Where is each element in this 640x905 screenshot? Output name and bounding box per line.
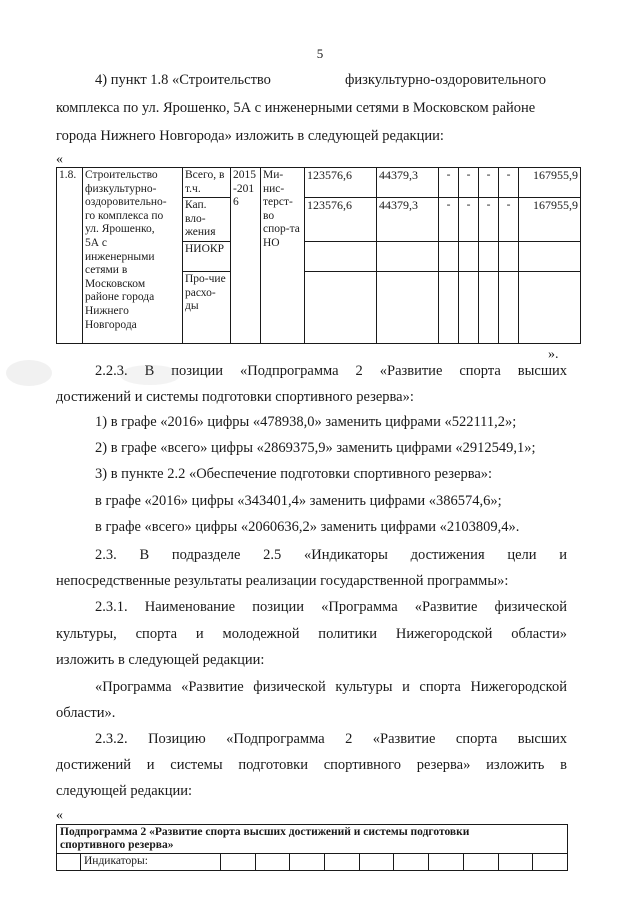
name-line: Строительство bbox=[85, 169, 158, 181]
subprogram-title bbox=[57, 825, 568, 854]
cell-empty bbox=[519, 242, 581, 272]
cell-empty bbox=[499, 272, 519, 344]
type-capital: Кап. вло-жения bbox=[183, 198, 231, 242]
cell-value: - bbox=[479, 168, 499, 198]
name-line: ул. Ярошенко, bbox=[85, 223, 155, 236]
name-line: Нижнего bbox=[85, 304, 129, 317]
years: 2015-2016 bbox=[231, 168, 261, 344]
cell-empty bbox=[325, 854, 360, 871]
p223-line1: 2.2.3. В позиции «Подпрограмма 2 «Развитие спорта высших bbox=[95, 363, 567, 379]
cell-value: - bbox=[499, 168, 519, 198]
item4-line3: города Нижнего Новгорода» изложить в следующей редакции: bbox=[56, 128, 444, 144]
p23-line1: 2.3. В подразделе 2.5 «Индикаторы достижения цели и bbox=[95, 547, 567, 563]
construction-table bbox=[56, 167, 581, 344]
name-line: 5А с bbox=[85, 236, 108, 249]
executor: Ми-нис-терст-во спор-та НО bbox=[261, 168, 305, 344]
item4-line2: комплекса по ул. Ярошенко, 5А с инженерными сетями в Московском районе bbox=[56, 100, 536, 116]
p223-item4: в графе «2016» цифры «343401,4» заменить цифрами «386574,6»; bbox=[95, 493, 502, 509]
open-quote-1: « bbox=[56, 152, 63, 167]
cell-value: 167955,9 bbox=[519, 198, 581, 242]
open-quote-2: « bbox=[56, 808, 63, 823]
cell-value: - bbox=[459, 198, 479, 242]
cell-value: 123576,6 bbox=[305, 198, 377, 242]
item4-line1-b: физкультурно-оздоровительного bbox=[345, 72, 547, 88]
name-line: сетями в bbox=[85, 264, 128, 277]
name-line: районе города bbox=[85, 291, 155, 304]
cell-empty bbox=[305, 272, 377, 344]
cell-value: - bbox=[439, 198, 459, 242]
cell-value: 44379,3 bbox=[377, 198, 439, 242]
cell-empty bbox=[377, 242, 439, 272]
cell-empty bbox=[533, 854, 568, 871]
cell-empty bbox=[459, 272, 479, 344]
p231-line1: 2.3.1. Наименование позиции «Программа «Развитие физической bbox=[95, 599, 567, 615]
cell-empty bbox=[479, 272, 499, 344]
p223-item5: в графе «всего» цифры «2060636,2» заменить цифрами «2103809,4». bbox=[95, 519, 520, 535]
p232-line1: 2.3.2. Позицию «Подпрограмма 2 «Развитие спорта высших bbox=[95, 731, 567, 747]
name-line: го комплекса по bbox=[85, 209, 164, 222]
cell-empty bbox=[377, 272, 439, 344]
subprogram-title-line2: спортивного резерва» bbox=[60, 839, 174, 851]
subprogram-table bbox=[56, 824, 568, 871]
name-line: Московском bbox=[85, 277, 146, 290]
cell-value: - bbox=[479, 198, 499, 242]
name-line: Новгорода bbox=[85, 318, 137, 331]
cell-empty bbox=[519, 272, 581, 344]
p231-quote2: области». bbox=[56, 705, 116, 721]
p223-item2: 2) в графе «всего» цифры «2869375,9» заменить цифрами «2912549,1»; bbox=[95, 440, 536, 456]
subprogram-title-line1: Подпрограмма 2 «Развитие спорта высших достижений и системы подготовки bbox=[60, 826, 470, 838]
cell-empty bbox=[479, 242, 499, 272]
scan-speckle bbox=[6, 360, 52, 386]
project-name bbox=[83, 168, 183, 344]
cell-empty bbox=[429, 854, 464, 871]
cell-value: - bbox=[459, 168, 479, 198]
cell-empty bbox=[439, 272, 459, 344]
cell-value: - bbox=[439, 168, 459, 198]
p223-item3: 3) в пункте 2.2 «Обеспечение подготовки спортивного резерва»: bbox=[95, 466, 493, 482]
cell-empty bbox=[57, 854, 81, 871]
name-line: инженерными bbox=[85, 250, 155, 263]
name-line: оздоровительно- bbox=[85, 196, 167, 209]
p223-line2: достижений и системы подготовки спортивного резерва»: bbox=[56, 389, 414, 405]
cell-empty bbox=[305, 242, 377, 272]
p223-item1: 1) в графе «2016» цифры «478938,0» заменить цифрами «522111,2»; bbox=[95, 414, 517, 430]
close-quote-1: ». bbox=[548, 347, 559, 362]
cell-value: 123576,6 bbox=[305, 168, 377, 198]
p231-line2: культуры, спорта и молодежной политики Нижегородской области» bbox=[56, 626, 567, 642]
cell-empty bbox=[499, 242, 519, 272]
cell-empty bbox=[359, 854, 394, 871]
p231-quote1: «Программа «Развитие физической культуры и спорта Нижегородской bbox=[95, 679, 567, 695]
p231-line3: изложить в следующей редакции: bbox=[56, 652, 265, 668]
type-total: Всего, в т.ч. bbox=[183, 168, 231, 198]
p23-line2: непосредственные результаты реализации государственной программы»: bbox=[56, 573, 509, 589]
cell-value: 167955,9 bbox=[519, 168, 581, 198]
cell-value: 44379,3 bbox=[377, 168, 439, 198]
indicators-label: Индикаторы: bbox=[81, 854, 221, 871]
scan-speckle bbox=[120, 365, 180, 385]
cell-empty bbox=[439, 242, 459, 272]
type-other: Про-чие расхо-ды bbox=[183, 272, 231, 344]
p232-line3: следующей редакции: bbox=[56, 783, 193, 799]
cell-empty bbox=[394, 854, 429, 871]
name-line: физкультурно- bbox=[85, 182, 157, 195]
cell-empty bbox=[290, 854, 325, 871]
cell-empty bbox=[221, 854, 256, 871]
p232-line2: достижений и системы подготовки спортивного резерва» изложить в bbox=[56, 757, 567, 773]
cell-empty bbox=[255, 854, 290, 871]
cell-value: - bbox=[499, 198, 519, 242]
type-niokr: НИОКР bbox=[183, 242, 231, 272]
row-number: 1.8. bbox=[57, 168, 83, 344]
page-number: 5 bbox=[316, 46, 324, 61]
item4-line1-a: 4) пункт 1.8 «Строительство bbox=[95, 72, 271, 88]
cell-empty bbox=[498, 854, 533, 871]
cell-empty bbox=[459, 242, 479, 272]
cell-empty bbox=[463, 854, 498, 871]
